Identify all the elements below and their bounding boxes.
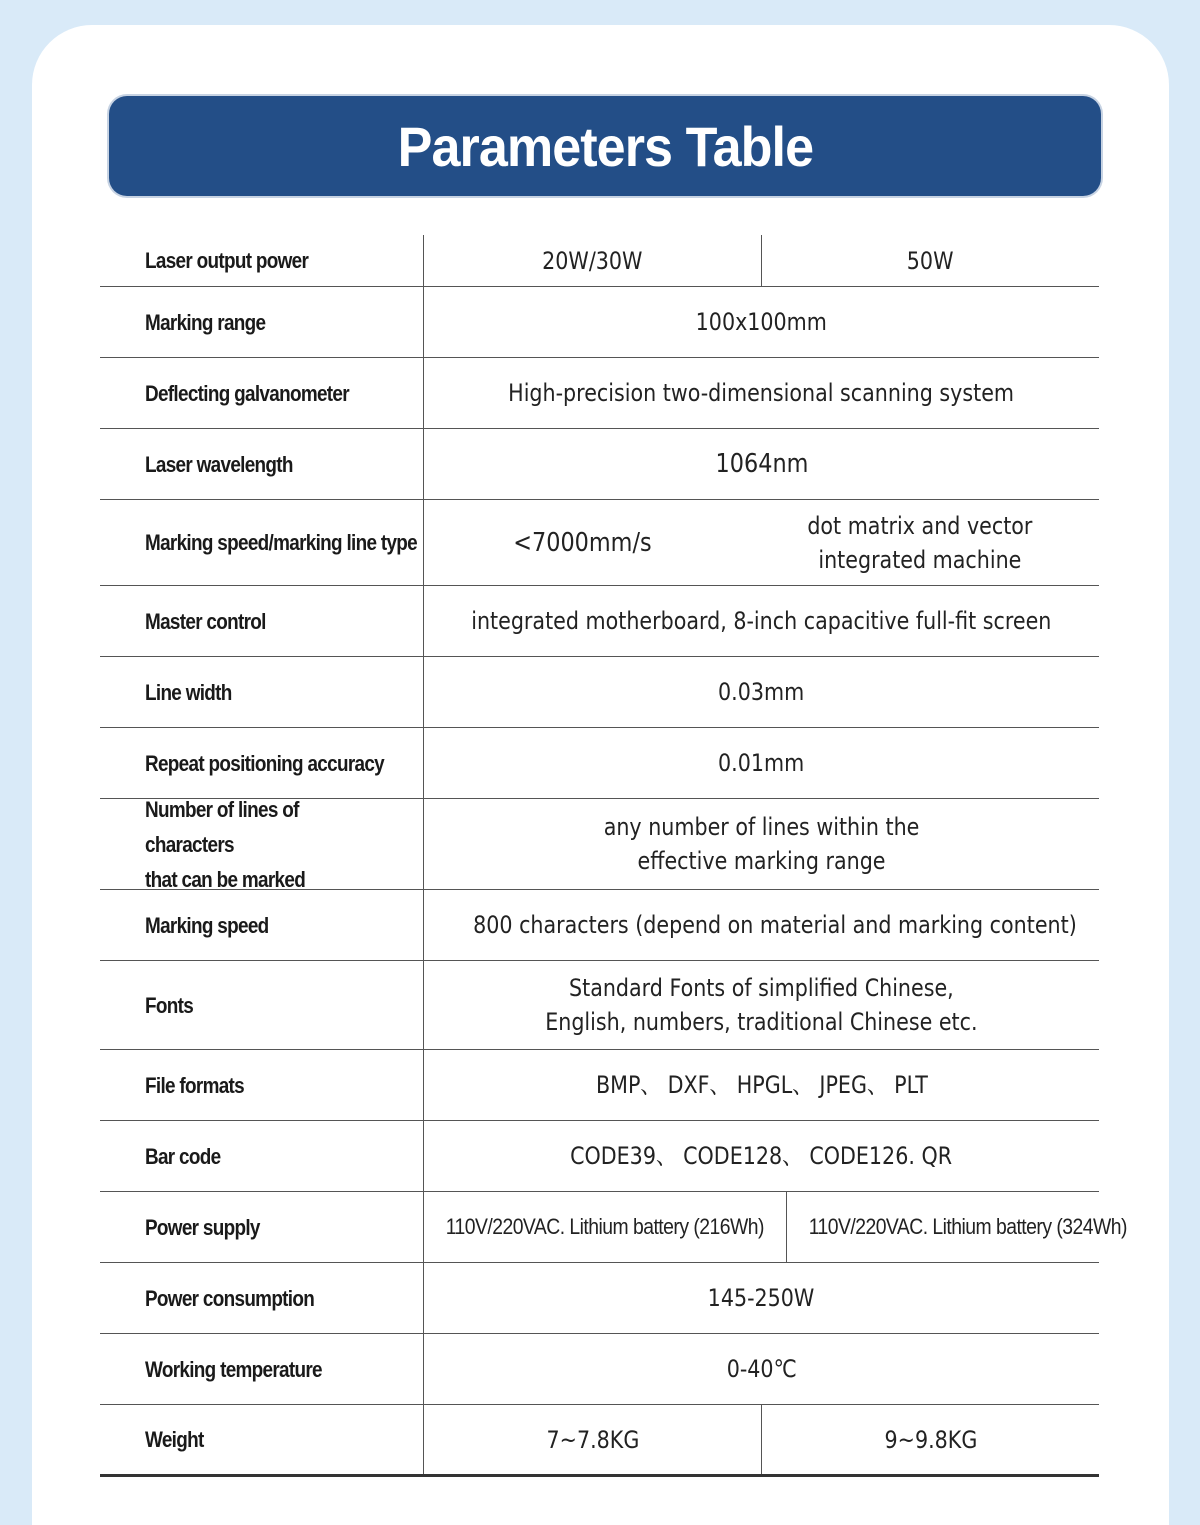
table-row <box>100 889 1099 960</box>
row-value: 110V/220VAC. Lithium battery (216Wh) <box>445 1214 764 1239</box>
row-label: Working temperature <box>100 1334 424 1404</box>
table-row <box>100 357 1099 428</box>
row-label: Marking speed <box>100 890 424 960</box>
table-row <box>100 1120 1099 1191</box>
table-row <box>100 727 1099 798</box>
page-title: Parameters Table <box>397 114 813 178</box>
table-row <box>100 1049 1099 1120</box>
parameters-table <box>100 235 1127 1477</box>
row-label: Marking speed/marking line type <box>100 500 424 585</box>
row-label: Laser output power <box>100 235 424 286</box>
row-value: 100x100mm <box>695 308 828 336</box>
row-label: Bar code <box>100 1121 424 1191</box>
table-row <box>100 796 1099 892</box>
row-value: 50W <box>761 235 1099 286</box>
row-value: 9~9.8KG <box>761 1405 1099 1474</box>
row-value: High-precision two-dimensional scanning system <box>508 379 1015 407</box>
row-value: 20W/30W <box>542 246 643 275</box>
row-label: Number of lines of characters that can be marked <box>100 799 424 889</box>
table-row <box>100 1333 1099 1404</box>
row-value: 0.03mm <box>718 678 805 706</box>
row-label: Laser wavelength <box>100 429 424 499</box>
row-value: BMP、 DXF、 HPGL、 JPEG、 PLT <box>595 1071 928 1099</box>
row-value: 800 characters (depend on material and marking content) <box>473 911 1077 939</box>
table-row <box>100 499 1099 585</box>
table-row <box>100 656 1099 727</box>
row-value: 145-250W <box>708 1284 815 1312</box>
row-value: 7~7.8KG <box>546 1425 639 1454</box>
row-label: Repeat positioning accuracy <box>100 728 424 798</box>
row-value: CODE39、 CODE128、 CODE126. QR <box>570 1142 953 1170</box>
table-row <box>100 1191 1127 1262</box>
row-label: Weight <box>100 1405 424 1474</box>
row-value: dot matrix and vector integrated machine <box>806 511 1033 574</box>
table-row <box>100 428 1099 499</box>
row-label: Fonts <box>100 961 424 1049</box>
table-row <box>100 235 1099 286</box>
row-value: 0-40℃ <box>726 1355 797 1383</box>
row-label: Power supply <box>100 1192 424 1262</box>
row-value: 0.01mm <box>718 749 805 777</box>
row-label: File formats <box>100 1050 424 1120</box>
row-label: Power consumption <box>100 1263 424 1333</box>
row-value: 1064nm <box>715 449 808 479</box>
row-value: any number of lines within the effective marking range <box>603 813 920 875</box>
row-value: <7000mm/s <box>512 527 652 558</box>
row-label: Marking range <box>100 287 424 357</box>
table-row <box>100 585 1099 656</box>
row-value: integrated motherboard, 8-inch capacitive full-fit screen <box>471 607 1052 635</box>
row-label: Line width <box>100 657 424 727</box>
row-value: 110V/220VAC. Lithium battery (324Wh) <box>786 1192 1149 1262</box>
table-row <box>100 960 1099 1049</box>
row-label: Deflecting galvanometer <box>100 358 424 428</box>
row-label: Master control <box>100 586 424 656</box>
table-row <box>100 286 1099 357</box>
table-row <box>100 1262 1099 1333</box>
title-banner <box>109 96 1101 196</box>
table-row <box>100 1404 1099 1474</box>
row-value: Standard Fonts of simplified Chinese, English, numbers, traditional Chinese etc. <box>545 974 978 1036</box>
